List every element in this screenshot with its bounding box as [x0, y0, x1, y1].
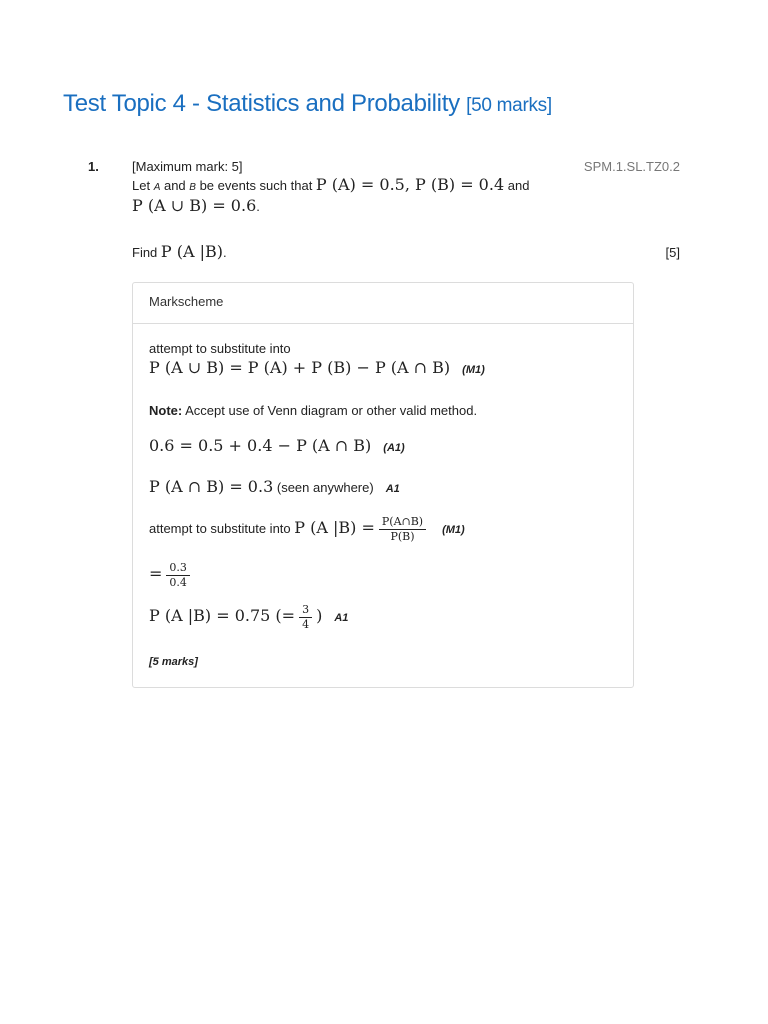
ms-line-5-numerator: P(A∩B)	[379, 515, 426, 530]
ms-total	[149, 653, 198, 668]
given-expr-2: P (A ∪ B) = 0.6	[132, 196, 257, 215]
markscheme-panel	[132, 282, 634, 688]
ms-line-2-expr: P (A ∪ B) = P (A) + P (B) − P (A ∩ B)	[149, 358, 451, 377]
ms-line-1: attempt to substitute into	[149, 341, 291, 356]
question-number: 1.	[88, 159, 99, 174]
var-b: B	[189, 182, 196, 193]
ms-line-6-denominator: 0.4	[169, 576, 187, 589]
ms-total-marks: [5 marks]	[149, 656, 198, 668]
ms-line-3-mark: (A1)	[383, 442, 405, 454]
ms-line-5-denominator: P(B)	[390, 530, 415, 543]
ms-line-7-expr: P (A |B) = 0.75 (=	[149, 605, 296, 625]
ms-line-6-numerator: 0.3	[166, 561, 190, 576]
find-label: Find	[132, 245, 161, 260]
ms-line-5-text: attempt to substitute into	[149, 520, 295, 536]
intro-rest: be events such that	[195, 178, 316, 193]
title-text: Test Topic 4 - Statistics and Probability	[63, 90, 460, 117]
ms-line-4	[149, 477, 400, 496]
markscheme-header: Markscheme	[133, 283, 633, 324]
intro-and-2: and	[504, 178, 530, 193]
ms-line-2-mark: (M1)	[462, 364, 485, 376]
ms-line-2	[149, 358, 485, 377]
ms-line-4-text: (seen anywhere)	[273, 480, 374, 495]
given-end: .	[256, 199, 260, 214]
question-body	[132, 158, 652, 216]
ms-line-5	[149, 515, 465, 544]
note-label: Note:	[149, 403, 183, 418]
page-title	[63, 90, 552, 118]
question-marks: [5]	[665, 245, 680, 260]
intro-and: and	[160, 178, 190, 193]
ms-note	[149, 403, 477, 418]
ms-line-6-fraction	[166, 561, 190, 590]
ms-line-3	[149, 436, 405, 455]
question-code: SPM.1.SL.TZ0.2	[583, 159, 680, 174]
find-expr: P (A |B)	[160, 242, 224, 261]
ms-line-6-eq: =	[149, 563, 163, 583]
question-given-2	[132, 197, 652, 216]
ms-line-4-expr: P (A ∩ B) = 0.3	[149, 477, 274, 496]
intro-let: Let	[132, 178, 154, 193]
ms-line-7-close: )	[316, 605, 323, 625]
find-end: .	[223, 245, 227, 260]
ms-line-5-mark: (M1)	[442, 523, 465, 536]
ms-line-4-mark: A1	[385, 483, 400, 495]
ms-line-5-expr: P (A |B) =	[294, 517, 375, 537]
ms-line-7	[149, 603, 348, 632]
var-a: A	[153, 182, 161, 193]
ms-line-7-denominator: 4	[302, 618, 310, 631]
ms-line-7-numerator: 3	[299, 603, 312, 618]
given-expr-1: P (A) = 0.5, P (B) = 0.4	[315, 175, 505, 194]
title-marks: [50 marks]	[466, 95, 552, 116]
ms-line-6	[149, 561, 194, 590]
ms-line-7-fraction	[299, 603, 312, 632]
note-text: Accept use of Venn diagram or other valid method.	[182, 403, 478, 418]
ms-line-7-mark: A1	[334, 611, 349, 624]
ms-line-5-fraction	[379, 515, 426, 544]
ms-line-3-expr: 0.6 = 0.5 + 0.4 − P (A ∩ B)	[149, 436, 372, 455]
question-find	[132, 242, 227, 261]
question-intro	[132, 176, 652, 197]
max-mark: [Maximum mark: 5]	[132, 159, 243, 174]
